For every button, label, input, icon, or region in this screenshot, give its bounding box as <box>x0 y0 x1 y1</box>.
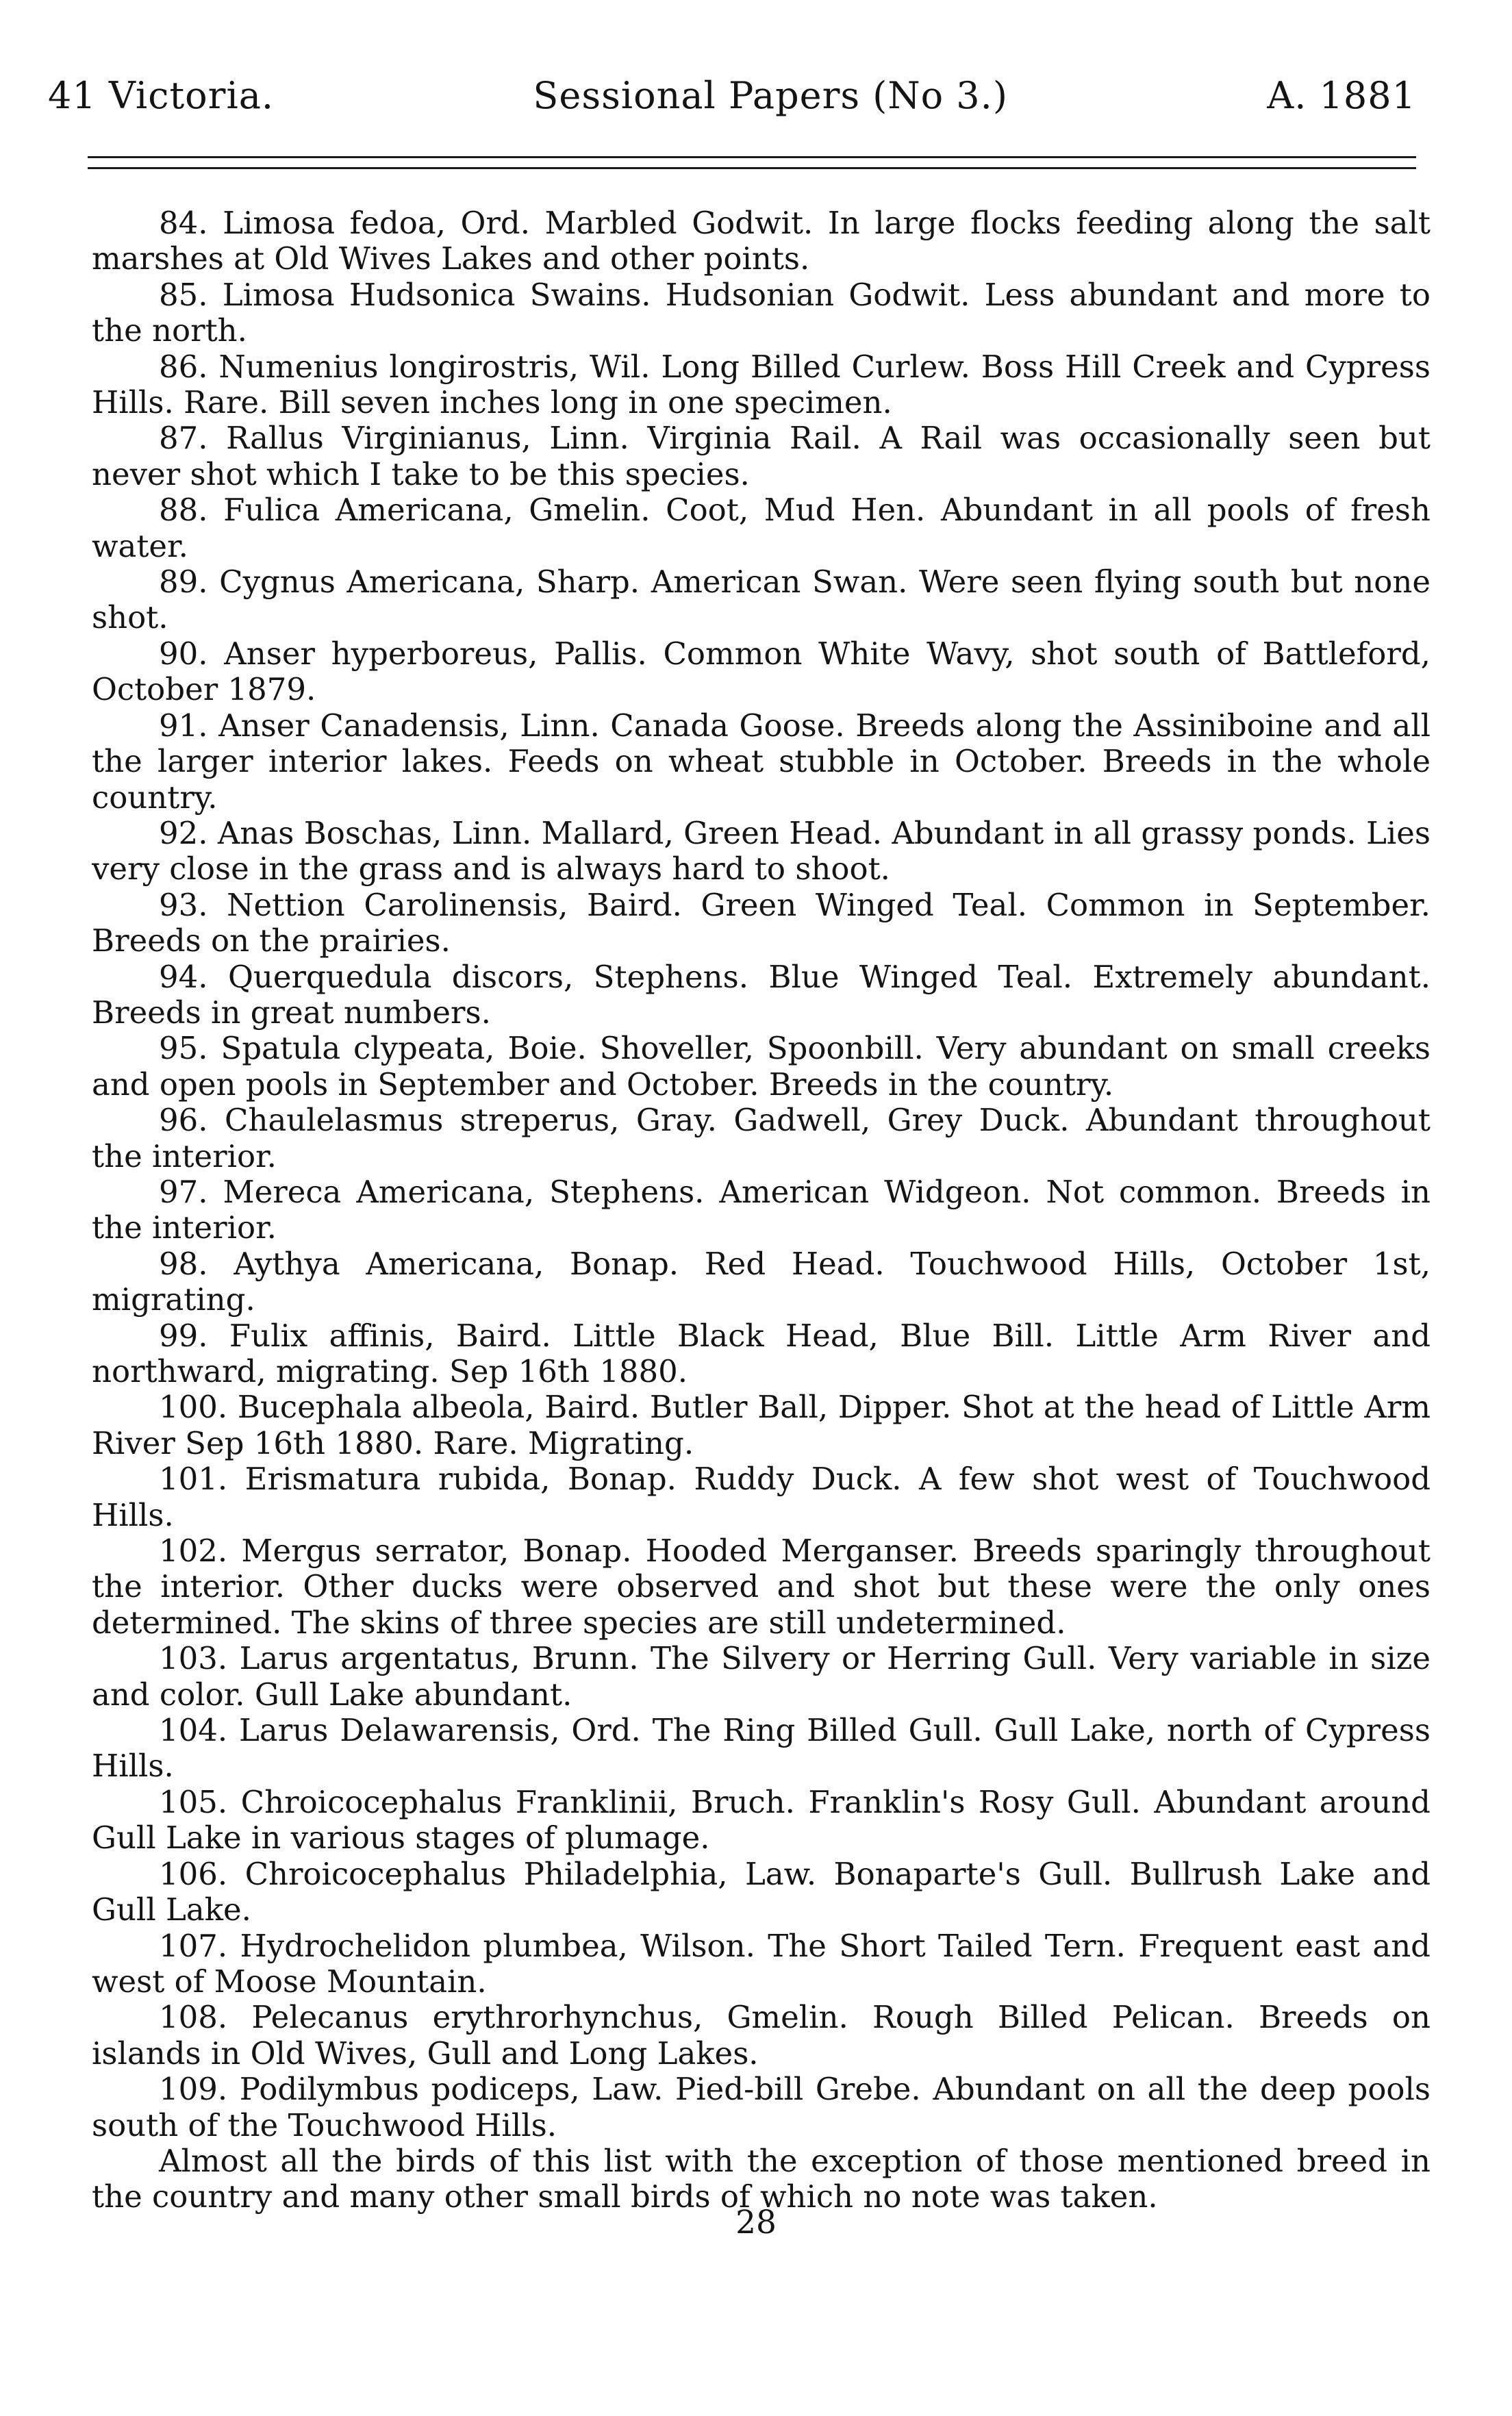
species-entry: 87. Rallus Virginianus, Linn. Virginia Rail. A Rail was occasionally seen but never shot which I take to be this species. <box>92 420 1431 492</box>
species-entry: 95. Spatula clypeata, Boie. Shoveller, Spoonbill. Very abundant on small creeks and open pools in September and October. Breeds in the country. <box>92 1030 1431 1103</box>
header-rule-top <box>88 156 1416 158</box>
species-entry: 97. Mereca Americana, Stephens. American Widgeon. Not common. Breeds in the interior. <box>92 1173 1431 1246</box>
species-entry: 104. Larus Delawarensis, Ord. The Ring Billed Gull. Gull Lake, north of Cypress Hills. <box>92 1712 1431 1785</box>
header-volume: 41 Victoria. <box>48 74 275 117</box>
species-entry: 107. Hydrochelidon plumbea, Wilson. The Short Tailed Tern. Frequent east and west of Moose Mountain. <box>92 1927 1431 2000</box>
header-rule-bottom <box>88 167 1416 169</box>
species-entry: 99. Fulix affinis, Baird. Little Black Head, Blue Bill. Little Arm River and northward, migrating. Sep 16th 1880. <box>92 1317 1431 1389</box>
species-entry: 93. Nettion Carolinensis, Baird. Green Winged Teal. Common in September. Breeds on the prairies. <box>92 886 1431 959</box>
species-entry: 96. Chaulelasmus streperus, Gray. Gadwell, Grey Duck. Abundant throughout the interior. <box>92 1102 1431 1174</box>
species-entry: 109. Podilymbus podiceps, Law. Pied-bill Grebe. Abundant on all the deep pools south of the Touchwood Hills. <box>92 2071 1431 2143</box>
species-entry: 105. Chroicocephalus Franklinii, Bruch. Franklin's Rosy Gull. Abundant around Gull Lake in various stages of plumage. <box>92 1783 1431 1857</box>
page-number: 28 <box>735 2204 777 2241</box>
species-entry: 91. Anser Canadensis, Linn. Canada Goose. Breeds along the Assiniboine and all the larger interior lakes. Feeds on wheat stubble in October. Breeds in the whole country. <box>92 707 1431 816</box>
species-entry: 108. Pelecanus erythrorhynchus, Gmelin. Rough Billed Pelican. Breeds on islands in Old Wives, Gull and Long Lakes. <box>92 1999 1431 2072</box>
species-list <box>92 205 1431 2215</box>
species-entry: 100. Bucephala albeola, Baird. Butler Ball, Dipper. Shot at the head of Little Arm River Sep 16th 1880. Rare. Migrating. <box>92 1389 1431 1461</box>
species-entry: 90. Anser hyperboreus, Pallis. Common White Wavy, shot south of Battleford, October 1879. <box>92 635 1431 708</box>
species-entry: 98. Aythya Americana, Bonap. Red Head. Touchwood Hills, October 1st, migrating. <box>92 1245 1431 1318</box>
header-year: A. 1881 <box>1267 74 1416 117</box>
species-entry: 102. Mergus serrator, Bonap. Hooded Merganser. Breeds sparingly throughout the interior. Other ducks were observed and shot but these were the only ones determined. The skins of three species are still undetermined. <box>92 1533 1431 1641</box>
species-entry: 103. Larus argentatus, Brunn. The Silvery or Herring Gull. Very variable in size and color. Gull Lake abundant. <box>92 1640 1431 1713</box>
species-entry: 89. Cygnus Americana, Sharp. American Swan. Were seen flying south but none shot. <box>92 564 1431 636</box>
species-entry: 106. Chroicocephalus Philadelphia, Law. Bonaparte's Gull. Bullrush Lake and Gull Lake. <box>92 1855 1431 1928</box>
closing-note: Almost all the birds of this list with the exception of those mentioned breed in the country and many other small birds of which no note was taken. <box>92 2142 1431 2215</box>
species-entry: 92. Anas Boschas, Linn. Mallard, Green Head. Abundant in all grassy ponds. Lies very close in the grass and is always hard to shoot. <box>92 814 1431 888</box>
species-entry: 88. Fulica Americana, Gmelin. Coot, Mud Hen. Abundant in all pools of fresh water. <box>92 492 1431 564</box>
header-title: Sessional Papers (No 3.) <box>533 74 1008 117</box>
species-entry: 86. Numenius longirostris, Wil. Long Billed Curlew. Boss Hill Creek and Cypress Hills. Rare. Bill seven inches long in one specimen. <box>92 348 1431 421</box>
species-entry: 101. Erismatura rubida, Bonap. Ruddy Duck. A few shot west of Touchwood Hills. <box>92 1461 1431 1533</box>
running-header <box>48 74 1416 129</box>
species-entry: 84. Limosa fedoa, Ord. Marbled Godwit. In large flocks feeding along the salt marshes at Old Wives Lakes and other points. <box>92 205 1431 277</box>
species-entry: 85. Limosa Hudsonica Swains. Hudsonian Godwit. Less abundant and more to the north. <box>92 276 1431 349</box>
species-entry: 94. Querquedula discors, Stephens. Blue Winged Teal. Extremely abundant. Breeds in great numbers. <box>92 958 1431 1031</box>
